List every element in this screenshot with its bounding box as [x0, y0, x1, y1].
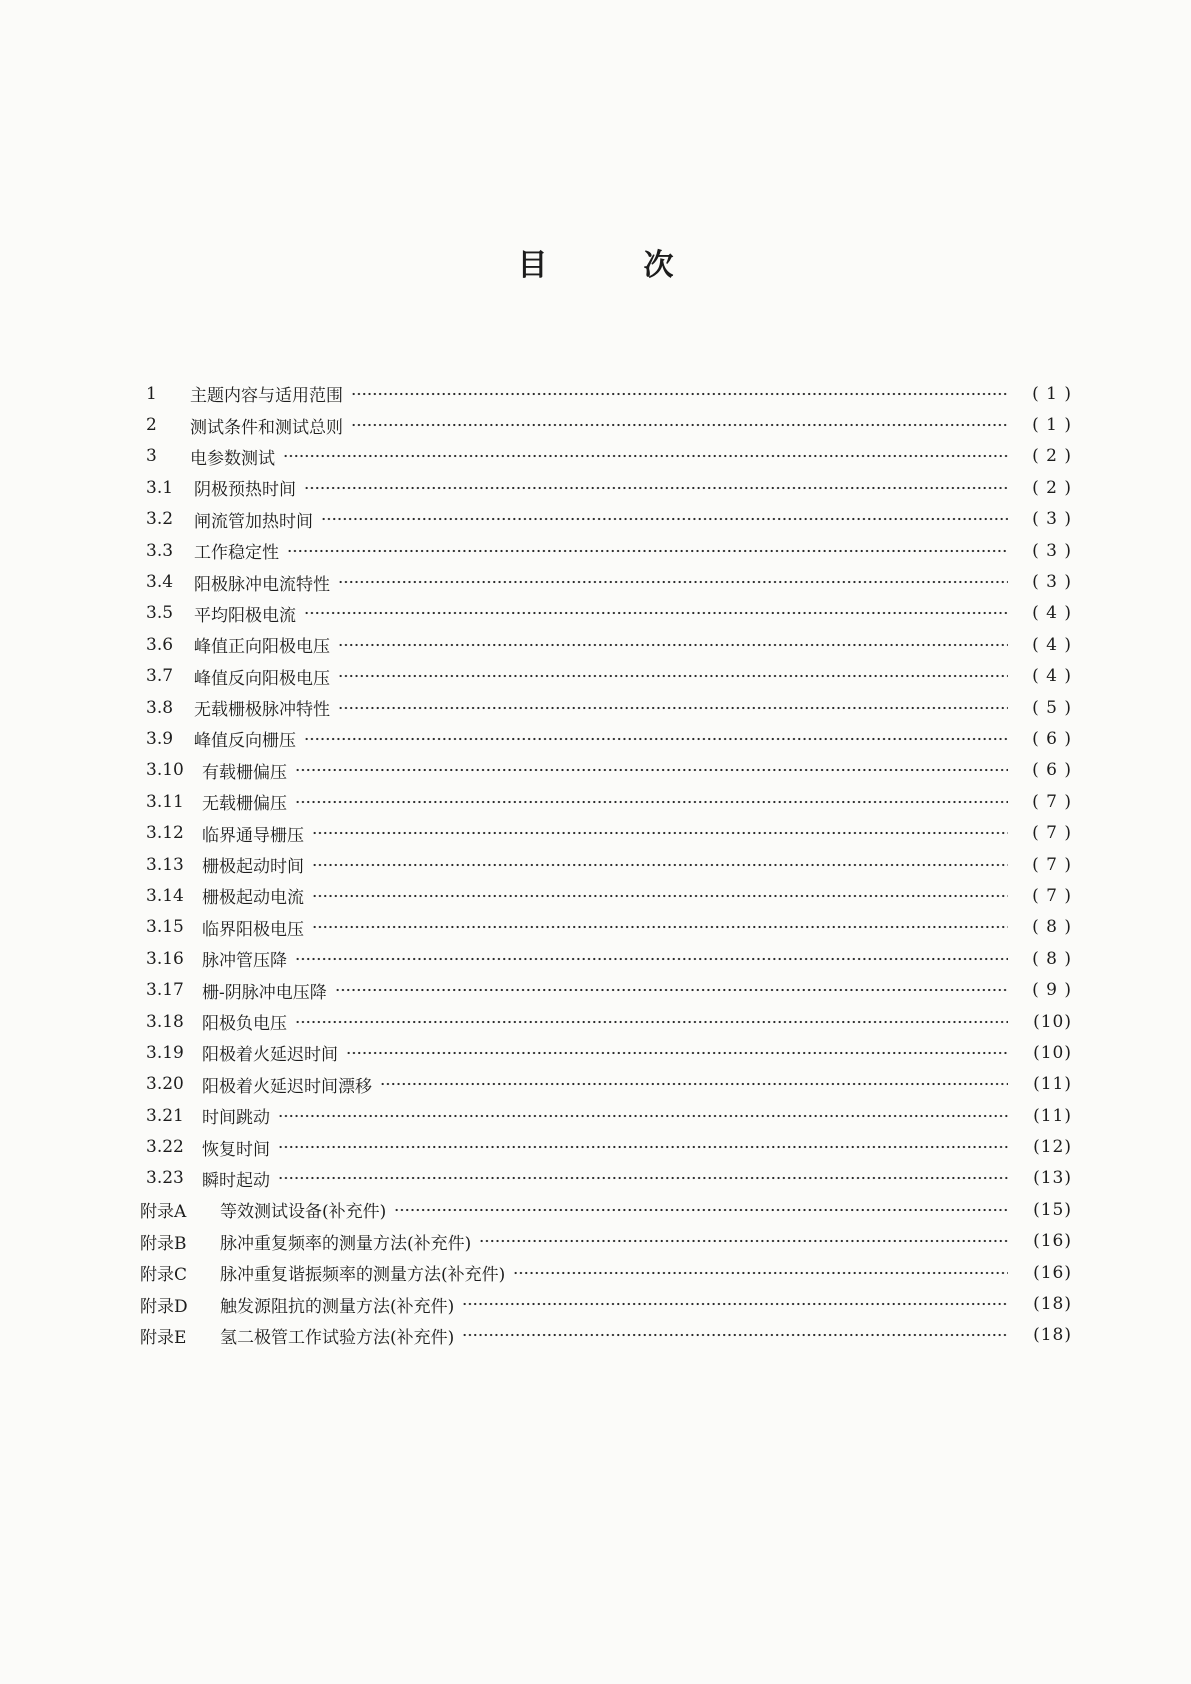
dot-leader — [304, 485, 1008, 491]
toc-entry-title: 电参数测试 — [190, 448, 275, 469]
toc-entry[interactable] — [140, 1226, 1072, 1257]
toc-entry-number: 附录B — [140, 1233, 187, 1254]
toc-entry[interactable] — [146, 535, 1072, 566]
toc-entry[interactable] — [146, 472, 1072, 503]
toc-entry-page: ( 2 ) — [1032, 477, 1072, 498]
toc-entry[interactable] — [146, 441, 1072, 472]
toc-entry-number: 3.13 — [146, 854, 184, 875]
toc-entry-page: (10) — [1033, 1042, 1072, 1063]
toc-entry[interactable] — [140, 1288, 1072, 1319]
dot-leader — [380, 1081, 1008, 1087]
toc-entry-page: ( 2 ) — [1032, 446, 1072, 467]
toc-entry-title: 阳极脉冲电流特性 — [194, 574, 330, 595]
toc-entry-title: 氢二极管工作试验方法(补充件) — [220, 1327, 455, 1348]
toc-entry[interactable] — [146, 880, 1072, 911]
dot-leader — [278, 1175, 1008, 1181]
title-char-1: 目 — [517, 248, 548, 283]
toc-entry-title: 时间跳动 — [202, 1108, 270, 1129]
toc-entry[interactable] — [140, 1194, 1072, 1225]
toc-entry[interactable] — [146, 409, 1072, 440]
toc-entry-number: 3.15 — [146, 917, 184, 938]
dot-leader — [312, 862, 1008, 868]
toc-entry-number: 附录A — [140, 1202, 187, 1223]
toc-entry[interactable] — [146, 1131, 1072, 1162]
dot-leader — [321, 516, 1008, 522]
dot-leader — [513, 1270, 1008, 1276]
toc-entry[interactable] — [146, 849, 1072, 880]
toc-entry-title: 有载栅偏压 — [202, 762, 287, 783]
dot-leader — [295, 956, 1008, 962]
dot-leader — [295, 799, 1008, 805]
toc-entry-title: 工作稳定性 — [194, 543, 279, 564]
table-of-contents — [140, 378, 1072, 1351]
toc-entry-page: (13) — [1033, 1168, 1072, 1189]
dot-leader — [312, 830, 1008, 836]
toc-entry-title: 脉冲管压降 — [202, 951, 287, 972]
toc-entry-page: ( 6 ) — [1032, 728, 1072, 749]
toc-entry-number: 3.8 — [146, 697, 174, 718]
toc-entry-title: 阴极预热时间 — [194, 480, 296, 501]
toc-entry-number: 3.3 — [146, 540, 174, 561]
toc-entry-title: 无载栅极脉冲特性 — [194, 700, 330, 721]
dot-leader — [394, 1207, 1008, 1213]
toc-entry[interactable] — [146, 692, 1072, 723]
toc-entry[interactable] — [146, 378, 1072, 409]
toc-entry-page: ( 8 ) — [1032, 948, 1072, 969]
toc-entry-page: ( 8 ) — [1032, 917, 1072, 938]
toc-entry[interactable] — [146, 629, 1072, 660]
toc-entry-number: 3.7 — [146, 666, 174, 687]
toc-entry-number: 3.5 — [146, 603, 174, 624]
toc-entry-page: (16) — [1033, 1231, 1072, 1252]
toc-entry-number: 3.20 — [146, 1074, 184, 1095]
page-title — [0, 240, 1191, 284]
toc-entry-title: 瞬时起动 — [202, 1170, 270, 1191]
toc-entry-title: 阳极着火延迟时间漂移 — [202, 1076, 372, 1097]
toc-entry-page: ( 7 ) — [1032, 854, 1072, 875]
toc-entry[interactable] — [146, 1006, 1072, 1037]
toc-entry-title: 峰值反向栅压 — [194, 731, 296, 752]
toc-entry-number: 1 — [146, 383, 157, 404]
dot-leader — [338, 705, 1008, 711]
toc-entry[interactable] — [146, 504, 1072, 535]
toc-entry-number: 3.9 — [146, 728, 174, 749]
toc-entry-title: 阳极着火延迟时间 — [202, 1045, 338, 1066]
toc-entry-page: ( 7 ) — [1032, 791, 1072, 812]
toc-entry-title: 等效测试设备(补充件) — [220, 1202, 387, 1223]
toc-entry-title: 脉冲重复谐振频率的测量方法(补充件) — [220, 1265, 506, 1286]
dot-leader — [338, 642, 1008, 648]
toc-entry-page: ( 6 ) — [1032, 760, 1072, 781]
toc-entry[interactable] — [146, 817, 1072, 848]
dot-leader — [312, 924, 1008, 930]
toc-entry-page: ( 3 ) — [1032, 572, 1072, 593]
toc-entry-title: 脉冲重复频率的测量方法(补充件) — [220, 1233, 472, 1254]
dot-leader — [283, 453, 1008, 459]
toc-entry-page: ( 3 ) — [1032, 509, 1072, 530]
dot-leader — [479, 1238, 1008, 1244]
toc-entry[interactable] — [146, 598, 1072, 629]
toc-entry-page: (16) — [1033, 1262, 1072, 1283]
toc-entry-number: 3.16 — [146, 948, 184, 969]
toc-entry[interactable] — [146, 755, 1072, 786]
toc-entry[interactable] — [146, 1100, 1072, 1131]
toc-entry-page: ( 1 ) — [1032, 383, 1072, 404]
toc-entry-number: 3.21 — [146, 1105, 184, 1126]
toc-entry-number: 3.12 — [146, 823, 184, 844]
toc-entry[interactable] — [146, 566, 1072, 597]
toc-entry-number: 3.4 — [146, 572, 174, 593]
dot-leader — [304, 736, 1008, 742]
dot-leader — [338, 673, 1008, 679]
dot-leader — [346, 1050, 1008, 1056]
toc-entry-page: (11) — [1033, 1074, 1072, 1095]
toc-entry-title: 平均阳极电流 — [194, 605, 296, 626]
dot-leader — [462, 1332, 1008, 1338]
toc-entry-number: 3.17 — [146, 980, 184, 1001]
title-char-2: 次 — [643, 248, 674, 283]
toc-entry-title: 测试条件和测试总则 — [190, 417, 343, 438]
toc-entry-page: (11) — [1033, 1105, 1072, 1126]
toc-entry-number: 附录D — [140, 1296, 188, 1317]
toc-entry-title: 栅极起动电流 — [202, 888, 304, 909]
toc-entry-page: ( 4 ) — [1032, 666, 1072, 687]
toc-entry-title: 峰值正向阳极电压 — [194, 637, 330, 658]
dot-leader — [278, 1144, 1008, 1150]
toc-entry-page: ( 4 ) — [1032, 603, 1072, 624]
dot-leader — [312, 893, 1008, 899]
dot-leader — [462, 1301, 1008, 1307]
toc-entry[interactable] — [146, 912, 1072, 943]
toc-entry-title: 栅极起动时间 — [202, 857, 304, 878]
toc-entry[interactable] — [146, 943, 1072, 974]
toc-entry-page: ( 3 ) — [1032, 540, 1072, 561]
toc-entry-title: 临界阳极电压 — [202, 919, 304, 940]
toc-entry-number: 3.6 — [146, 634, 174, 655]
toc-entry[interactable] — [146, 1069, 1072, 1100]
toc-entry-number: 3.10 — [146, 760, 184, 781]
toc-entry-page: ( 4 ) — [1032, 634, 1072, 655]
toc-entry-number: 附录C — [140, 1265, 188, 1286]
toc-entry-page: (10) — [1033, 1011, 1072, 1032]
toc-entry[interactable] — [146, 1037, 1072, 1068]
dot-leader — [351, 422, 1008, 428]
toc-entry-number: 3.2 — [146, 509, 174, 530]
toc-entry-page: (15) — [1033, 1199, 1072, 1220]
toc-entry-page: ( 7 ) — [1032, 885, 1072, 906]
toc-entry[interactable] — [140, 1257, 1072, 1288]
dot-leader — [351, 391, 1008, 397]
dot-leader — [287, 548, 1008, 554]
toc-entry-number: 3.1 — [146, 477, 174, 498]
toc-entry[interactable] — [140, 1320, 1072, 1351]
toc-entry-page: ( 1 ) — [1032, 415, 1072, 436]
toc-entry-number: 3.18 — [146, 1011, 184, 1032]
toc-entry-title: 闸流管加热时间 — [194, 511, 313, 532]
dot-leader — [335, 987, 1008, 993]
toc-entry-number: 附录E — [140, 1327, 187, 1348]
toc-entry-title: 无载栅偏压 — [202, 794, 287, 815]
toc-entry-page: (12) — [1033, 1137, 1072, 1158]
toc-entry[interactable] — [146, 974, 1072, 1005]
toc-entry[interactable] — [146, 723, 1072, 754]
toc-entry-page: ( 5 ) — [1032, 697, 1072, 718]
toc-entry-title: 主题内容与适用范围 — [190, 386, 343, 407]
toc-entry-page: (18) — [1033, 1325, 1072, 1346]
toc-entry-number: 3.19 — [146, 1042, 184, 1063]
dot-leader — [338, 579, 1008, 585]
toc-entry-page: ( 9 ) — [1032, 980, 1072, 1001]
toc-entry-title: 栅-阴脉冲电压降 — [202, 982, 327, 1003]
toc-entry-number: 3 — [146, 446, 157, 467]
toc-entry-page: ( 7 ) — [1032, 823, 1072, 844]
toc-entry[interactable] — [146, 786, 1072, 817]
toc-entry-number: 3.23 — [146, 1168, 184, 1189]
toc-entry-title: 峰值反向阳极电压 — [194, 668, 330, 689]
dot-leader — [295, 1019, 1008, 1025]
toc-entry-number: 3.14 — [146, 885, 184, 906]
toc-entry-title: 临界通导栅压 — [202, 825, 304, 846]
dot-leader — [295, 767, 1008, 773]
toc-entry-number: 2 — [146, 415, 157, 436]
toc-entry-title: 恢复时间 — [202, 1139, 270, 1160]
dot-leader — [278, 1113, 1008, 1119]
toc-entry-page: (18) — [1033, 1294, 1072, 1315]
toc-entry[interactable] — [146, 661, 1072, 692]
toc-entry[interactable] — [146, 1163, 1072, 1194]
toc-entry-number: 3.22 — [146, 1137, 184, 1158]
toc-entry-number: 3.11 — [146, 791, 184, 812]
toc-entry-title: 触发源阻抗的测量方法(补充件) — [220, 1296, 455, 1317]
dot-leader — [304, 610, 1008, 616]
toc-entry-title: 阳极负电压 — [202, 1014, 287, 1034]
